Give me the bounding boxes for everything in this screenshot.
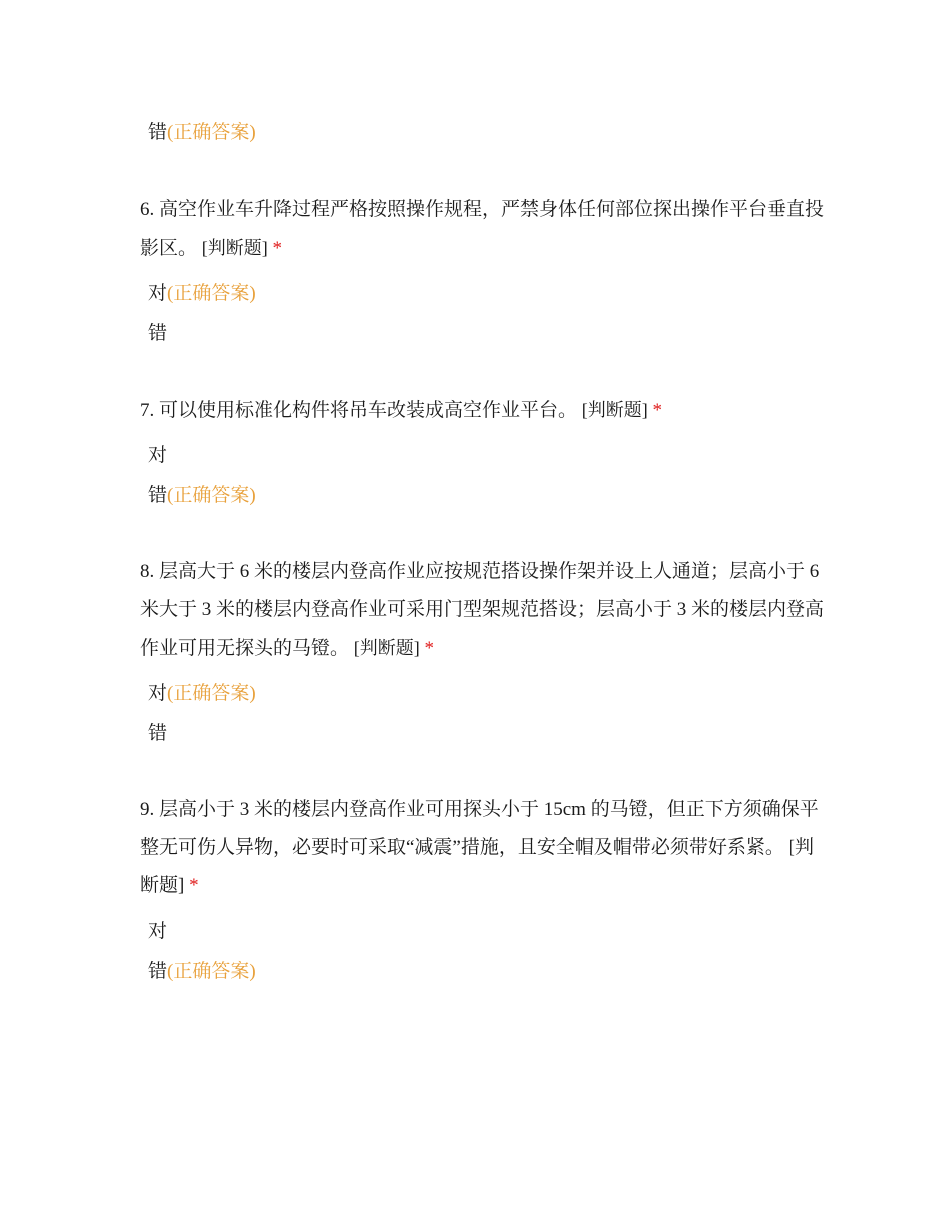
option-label: 对: [148, 445, 168, 466]
option-right: [148, 920, 167, 944]
option-right: [148, 444, 167, 468]
required-asterisk: *: [272, 238, 283, 259]
option-wrong: [148, 121, 256, 145]
option-wrong: [148, 484, 256, 508]
required-asterisk: *: [652, 400, 663, 421]
question-text-line: 整无可伤人异物，必要时可采取“减震”措施，且安全帽及帽带必须带好系紧。 [判: [140, 837, 814, 858]
question-type-label: [判断题]: [201, 238, 268, 258]
correct-answer-tag: (正确答案): [167, 961, 256, 982]
question-text-line: 7. 可以使用标准化构件将吊车改装成高空作业平台。 [判断题] *: [140, 400, 663, 421]
correct-answer-tag: (正确答案): [167, 283, 256, 304]
option-wrong: [148, 960, 256, 984]
question-6: [140, 191, 825, 268]
correct-answer-tag: (正确答案): [167, 485, 256, 506]
option-label: 错: [148, 323, 168, 344]
option-label: 对: [148, 283, 168, 304]
option-right: [148, 282, 256, 306]
option-wrong: [148, 722, 167, 746]
question-text-line: 作业可用无探头的马镫。 [判断题] *: [140, 638, 435, 659]
option-label: 错: [148, 122, 168, 143]
question-text-line: 6. 高空作业车升降过程严格按照操作规程，严禁身体任何部位探出操作平台垂直投: [140, 199, 825, 220]
question-text-line: 影区。 [判断题] *: [140, 238, 283, 259]
correct-answer-tag: (正确答案): [167, 122, 256, 143]
option-label: 对: [148, 683, 168, 704]
required-asterisk: *: [189, 875, 199, 896]
question-text-line: 8. 层高大于 6 米的楼层内登高作业应按规范搭设操作架并设上人通道；层高小于 6: [140, 561, 820, 582]
correct-answer-tag: (正确答案): [167, 683, 256, 704]
question-type-label: [判断题]: [353, 638, 420, 658]
question-7: [140, 391, 820, 430]
question-9: [140, 791, 820, 905]
question-text-line: 断题] *: [140, 875, 199, 896]
option-wrong: [148, 322, 167, 346]
question-type-label: [判断题]: [581, 400, 648, 420]
option-label: 错: [148, 485, 168, 506]
option-label: 错: [148, 961, 168, 982]
question-text-line: 米大于 3 米的楼层内登高作业可采用门型架规范搭设；层高小于 3 米的楼层内登高: [140, 599, 825, 620]
question-text-line: 9. 层高小于 3 米的楼层内登高作业可用探头小于 15cm 的马镫，但正下方须确保平: [140, 799, 819, 820]
question-8: [140, 553, 825, 668]
option-label: 对: [148, 921, 168, 942]
option-label: 错: [148, 723, 168, 744]
option-right: [148, 682, 256, 706]
required-asterisk: *: [424, 638, 435, 659]
